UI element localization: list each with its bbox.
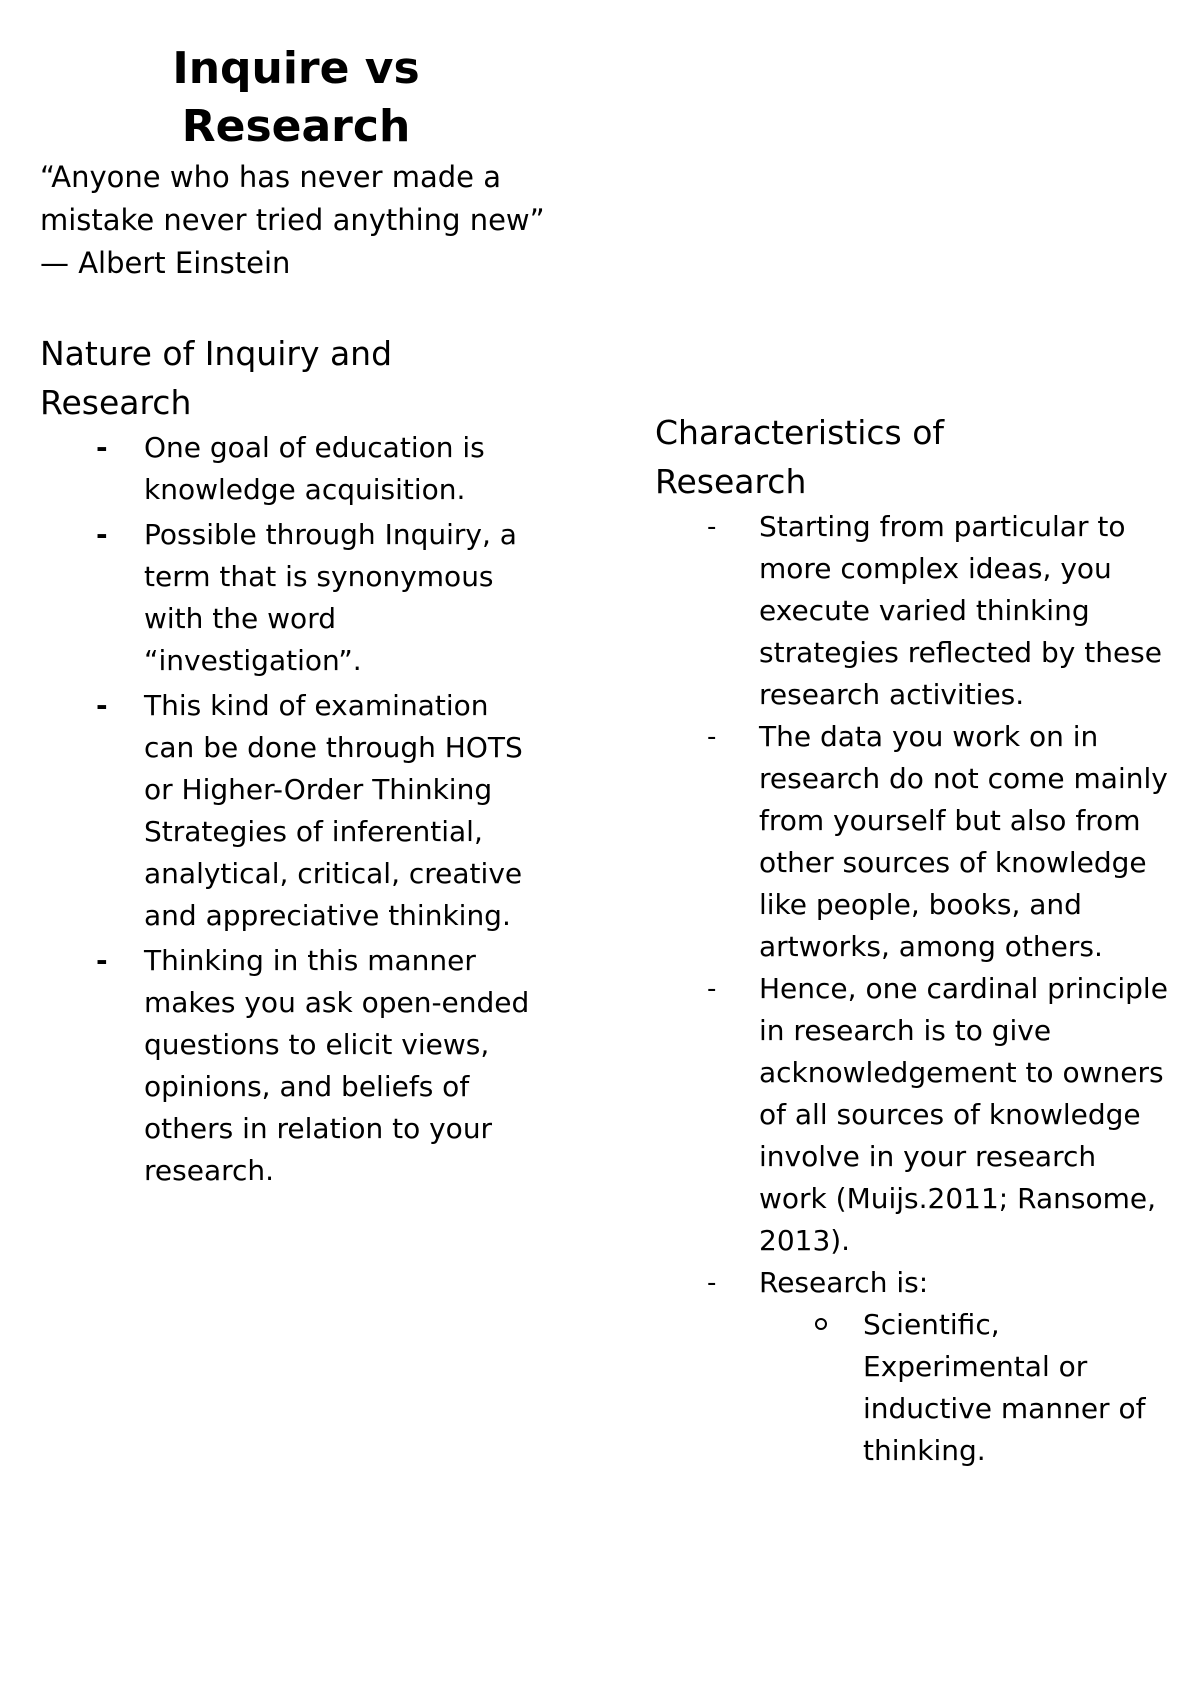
list-item-text: Possible through Inquiry, a term that is synonymous with the word “investigation”. bbox=[144, 518, 517, 677]
sub-list-item bbox=[759, 1304, 1153, 1472]
left-column bbox=[40, 40, 560, 1195]
dash-bullet-icon: - bbox=[96, 431, 108, 464]
title-line-2: Research bbox=[181, 101, 411, 152]
dash-bullet-icon: - bbox=[707, 722, 717, 752]
list-item-text: Thinking in this manner makes you ask open-ended questions to elicit views, opinions, and beliefs of others in relation to your research. bbox=[144, 944, 530, 1187]
list-item bbox=[40, 940, 544, 1192]
right-column bbox=[655, 408, 1175, 1472]
list-item-text: One goal of education is knowledge acquisition. bbox=[144, 431, 485, 506]
characteristics-bullet-list bbox=[655, 506, 1175, 1472]
list-item-text: Hence, one cardinal principle in research is to give acknowledgement to owners of all sources of knowledge involve in your research work (Muijs.2011; Ransome, 2013). bbox=[759, 972, 1168, 1257]
list-item bbox=[40, 427, 544, 511]
list-item bbox=[40, 514, 544, 682]
title-line-1: Inquire vs bbox=[172, 43, 420, 94]
list-item-text: Starting from particular to more complex ideas, you execute varied thinking strategies reflected by these research activities. bbox=[759, 510, 1162, 711]
list-item bbox=[655, 506, 1169, 716]
dash-bullet-icon: - bbox=[707, 1268, 717, 1298]
page-title bbox=[40, 40, 552, 156]
einstein-quote: “Anyone who has never made a mistake never tried anything new” — Albert Einstein bbox=[40, 160, 545, 280]
list-item bbox=[655, 716, 1169, 968]
section-heading-characteristics: Characteristics of Research bbox=[655, 413, 945, 501]
list-item-text: Research is: bbox=[759, 1266, 929, 1299]
sub-list-item-text: Scientific, Experimental or inductive manner of thinking. bbox=[863, 1308, 1146, 1467]
list-item-text: The data you work on in research do not come mainly from yourself but also from other sources of knowledge like people, books, and artworks, among others. bbox=[759, 720, 1168, 963]
dash-bullet-icon: - bbox=[96, 518, 108, 551]
list-item-text: This kind of examination can be done through HOTS or Higher-Order Thinking Strategies of inferential, analytical, critical, creative and appreciative thinking. bbox=[144, 689, 523, 932]
circle-bullet-icon bbox=[815, 1318, 827, 1330]
dash-bullet-icon: - bbox=[707, 512, 717, 542]
nature-bullet-list bbox=[40, 427, 560, 1192]
list-item bbox=[40, 685, 544, 937]
dash-bullet-icon: - bbox=[707, 974, 717, 1004]
research-is-sub-list bbox=[759, 1304, 1169, 1472]
section-heading-nature: Nature of Inquiry and Research bbox=[40, 334, 393, 422]
list-item bbox=[655, 968, 1169, 1262]
dash-bullet-icon: - bbox=[96, 689, 108, 722]
list-item bbox=[655, 1262, 1169, 1472]
dash-bullet-icon: - bbox=[96, 944, 108, 977]
